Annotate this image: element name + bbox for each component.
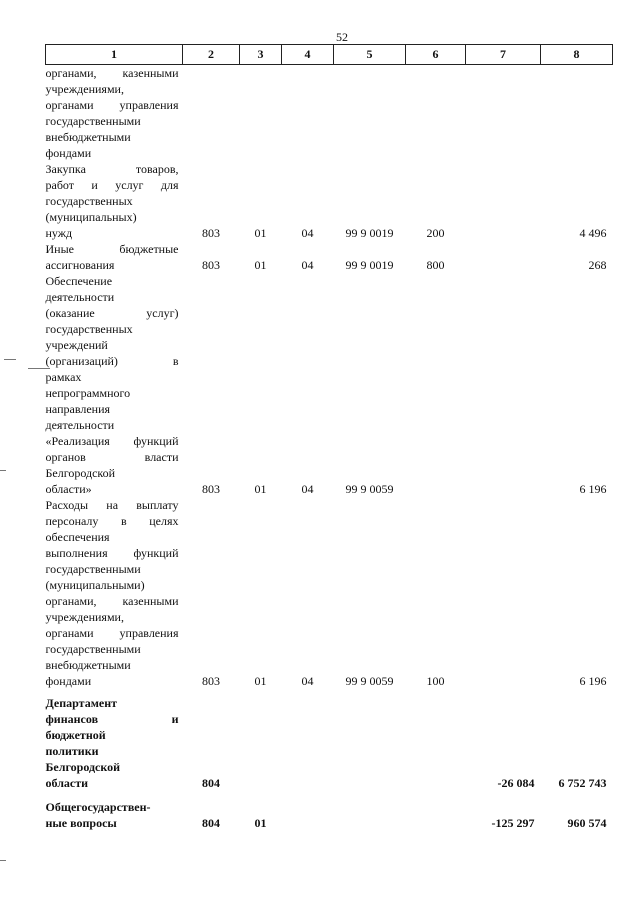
description-line: обеспечения [45, 530, 110, 544]
description-line: выполнения функций [45, 546, 179, 560]
row-description [46, 799, 183, 831]
expense-type [406, 799, 466, 831]
description-line: персоналу в целях [45, 514, 179, 528]
description-line: финансов и [45, 712, 179, 726]
admin-code: 803 [202, 226, 220, 240]
description-line: фондами [45, 146, 92, 160]
description-line: деятельности [45, 418, 115, 432]
description-line: деятельности [45, 290, 115, 304]
target-code: 99 9 0019 [345, 258, 394, 272]
total-amount: 4 496 [579, 226, 607, 240]
total-amount: 268 [588, 258, 607, 272]
description-line: государственными [45, 562, 141, 576]
table-row [46, 695, 613, 791]
table-row [46, 273, 613, 497]
admin-code: 804 [202, 776, 220, 790]
target-code: 99 9 0019 [345, 226, 394, 240]
change-amount [466, 497, 541, 689]
description-line: государственными [45, 114, 141, 128]
target-code: 99 9 0059 [345, 482, 394, 496]
description-line: области» [45, 482, 92, 496]
table-row [46, 241, 613, 273]
budget-table [45, 44, 613, 831]
table-row [46, 497, 613, 689]
subsection-code [282, 65, 334, 162]
section-code [240, 695, 282, 791]
expense-type: 800 [426, 258, 445, 272]
table-row [46, 799, 613, 831]
subsection-code [282, 799, 334, 831]
description-line: учреждениями, [45, 610, 124, 624]
change-amount: -125 297 [491, 816, 535, 830]
change-amount: -26 084 [497, 776, 535, 790]
table-row [46, 65, 613, 162]
scan-mark [0, 860, 6, 861]
total-amount: 6 196 [579, 674, 607, 688]
description-line: органами, казенными [45, 66, 179, 80]
section-code: 01 [254, 674, 267, 688]
description-line: органов власти [45, 450, 179, 464]
table-body [46, 65, 613, 832]
total-amount: 6 752 743 [558, 776, 607, 790]
col-header-3: 3 [240, 45, 282, 65]
admin-code: 804 [202, 816, 220, 830]
row-description [46, 161, 183, 241]
description-line: Закупка товаров, [45, 162, 179, 176]
scan-mark [0, 470, 6, 471]
admin-code [183, 65, 240, 162]
admin-code: 803 [202, 258, 220, 272]
description-line: (оказание услуг) [45, 306, 179, 320]
target-code [334, 695, 406, 791]
description-line: учреждениями, [45, 82, 124, 96]
description-line: (организаций) в [45, 354, 179, 368]
description-line: органами, казенными [45, 594, 179, 608]
row-description [46, 497, 183, 689]
description-line: внебюджетными [45, 658, 131, 672]
expense-type: 100 [426, 674, 445, 688]
section-code: 01 [254, 226, 267, 240]
description-line: рамках [45, 370, 82, 384]
description-line: Обеспечение [45, 274, 113, 288]
total-amount: 960 574 [567, 816, 607, 830]
col-header-5: 5 [334, 45, 406, 65]
description-line: (муниципальными) [45, 578, 145, 592]
subsection-code: 04 [301, 674, 314, 688]
total-amount: 6 196 [579, 482, 607, 496]
description-line: нужд [45, 226, 73, 240]
description-line: фондами [45, 674, 92, 688]
description-line: ные вопросы [45, 816, 117, 830]
description-line: Иные бюджетные [45, 242, 179, 256]
description-line: Расходы на выплату [45, 498, 179, 512]
description-line: Общегосударствен- [45, 800, 151, 814]
row-gap [46, 791, 613, 799]
col-header-8: 8 [541, 45, 613, 65]
total-amount [541, 65, 613, 162]
description-line: работ и услуг для [45, 178, 179, 192]
section-code: 01 [254, 482, 267, 496]
expense-type [406, 695, 466, 791]
target-code: 99 9 0059 [345, 674, 394, 688]
col-header-2: 2 [183, 45, 240, 65]
subsection-code: 04 [301, 258, 314, 272]
admin-code: 803 [202, 674, 220, 688]
col-header-4: 4 [282, 45, 334, 65]
target-code [334, 799, 406, 831]
description-line: непрограммного [45, 386, 131, 400]
description-line: направления [45, 402, 111, 416]
description-line: Белгородской [45, 760, 121, 774]
description-line: государственными [45, 642, 141, 656]
subsection-code: 04 [301, 226, 314, 240]
page-number: 52 [336, 30, 348, 44]
description-line: ассигнования [45, 258, 115, 272]
scan-mark [28, 368, 50, 369]
admin-code: 803 [202, 482, 220, 496]
subsection-code [282, 695, 334, 791]
section-code [240, 65, 282, 162]
expense-type: 200 [426, 226, 445, 240]
section-code: 01 [254, 816, 267, 830]
change-amount [466, 161, 541, 241]
description-line: области [45, 776, 89, 790]
section-code: 01 [254, 258, 267, 272]
description-line: «Реализация функций [45, 434, 179, 448]
description-line: органами управления [45, 98, 179, 112]
table-row [46, 161, 613, 241]
description-line: (муниципальных) [45, 210, 137, 224]
description-line: бюджетной [45, 728, 106, 742]
description-line: учреждений [45, 338, 108, 352]
header-row [46, 45, 613, 65]
description-line: Белгородской [45, 466, 116, 480]
row-description [46, 273, 183, 497]
col-header-6: 6 [406, 45, 466, 65]
expense-type [406, 273, 466, 497]
description-line: Департамент [45, 696, 118, 710]
description-line: органами управления [45, 626, 179, 640]
col-header-1: 1 [46, 45, 183, 65]
subsection-code: 04 [301, 482, 314, 496]
row-description [46, 695, 183, 791]
description-line: политики [45, 744, 99, 758]
change-amount [466, 273, 541, 497]
description-line: внебюджетными [45, 130, 131, 144]
col-header-7: 7 [466, 45, 541, 65]
change-amount [466, 65, 541, 162]
row-description [46, 65, 183, 162]
target-code [334, 65, 406, 162]
expense-type [406, 65, 466, 162]
change-amount [466, 241, 541, 273]
description-line: государственных [45, 194, 133, 208]
scan-mark [4, 359, 16, 360]
description-line: государственных [45, 322, 133, 336]
row-description [46, 241, 183, 273]
